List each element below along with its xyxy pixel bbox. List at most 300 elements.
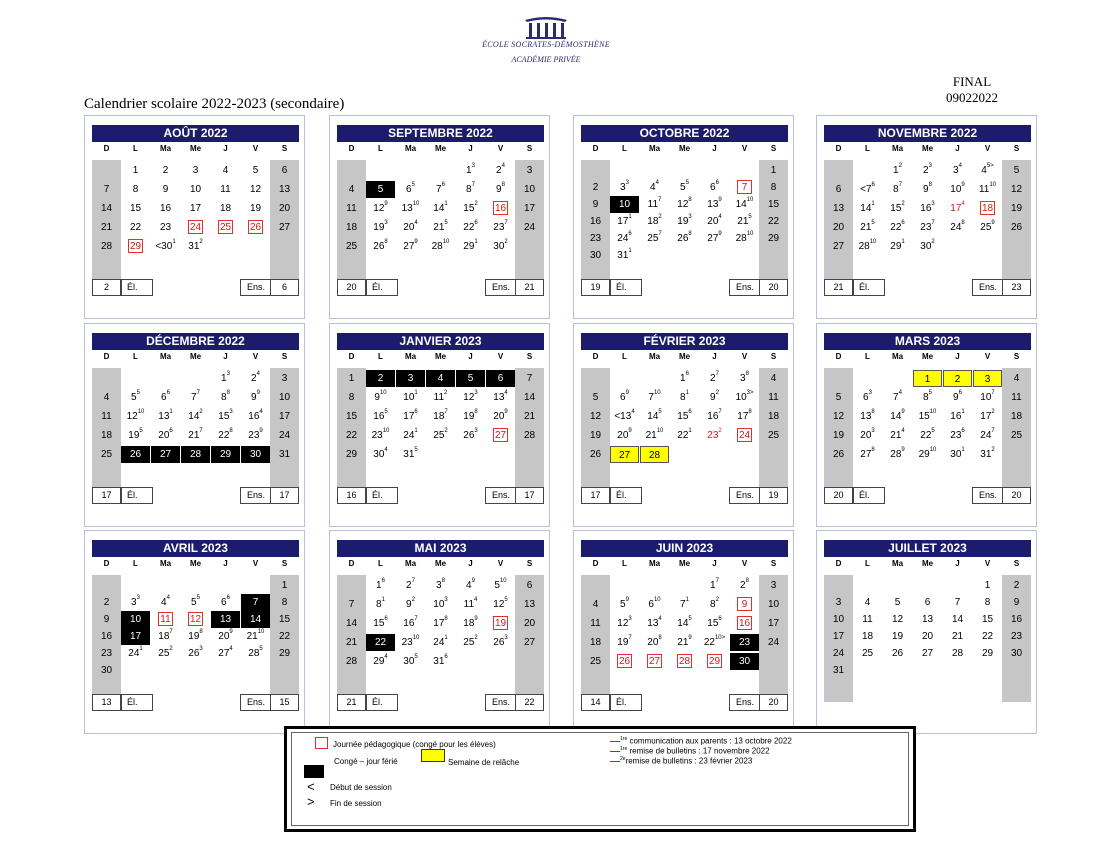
day-cell [853, 611, 882, 628]
day-cell [181, 370, 210, 387]
cycle-day-number: 6 [961, 428, 965, 434]
day-number: 21 [677, 637, 689, 648]
day-number: 23 [100, 648, 113, 659]
weekday-label: V [497, 559, 504, 568]
day-number: 1 [376, 580, 382, 591]
day-cell [241, 446, 270, 463]
day-cell [92, 162, 121, 179]
day-cell [456, 219, 485, 236]
day-cell [366, 200, 395, 217]
day-number: 14 [647, 411, 659, 422]
day-number: 15 [373, 618, 385, 629]
day-number: 20 [617, 430, 629, 441]
cycle-day-number: 5 [384, 409, 388, 415]
day-cell [515, 596, 544, 613]
day-cell [337, 408, 366, 425]
day-number: 16 [589, 216, 602, 227]
day-cell [486, 219, 515, 236]
day-cell [670, 596, 699, 613]
weekday-label: V [252, 144, 259, 153]
day-cell [759, 427, 788, 444]
day-number: 15 [677, 411, 689, 422]
day-cell [151, 200, 180, 217]
day-number: 4 [650, 182, 656, 193]
day-cell [426, 200, 455, 217]
day-cell [581, 427, 610, 444]
day-cell [853, 238, 882, 255]
day-number: 13 [278, 184, 291, 195]
sunday-count: 16 [337, 487, 366, 504]
day-cell [730, 230, 759, 247]
teachers-days-label: Ens. [729, 279, 761, 296]
day-cell [396, 181, 425, 198]
day-cell [515, 427, 544, 444]
day-number: 22 [767, 216, 780, 227]
day-cell [973, 219, 1002, 236]
day-cell [1002, 162, 1031, 179]
day-cell [92, 408, 121, 425]
day-cell [366, 596, 395, 613]
day-cell [121, 662, 150, 679]
weekday-label: J [712, 559, 717, 568]
day-number: 6 [648, 599, 654, 610]
day-cell [486, 596, 515, 613]
weekday-label: J [223, 352, 228, 361]
day-cell [581, 389, 610, 406]
day-number: 26 [463, 430, 475, 441]
day-cell [270, 389, 299, 406]
day-number: 1 [221, 373, 227, 384]
day-cell [270, 427, 299, 444]
day-cell [121, 594, 150, 611]
day-number: 10 [129, 614, 142, 625]
day-cell [426, 634, 455, 651]
day-cell [456, 200, 485, 217]
day-cell [640, 427, 669, 444]
logo-pillars-icon [521, 14, 571, 40]
day-number: 18 [433, 411, 445, 422]
day-number: 20 [647, 637, 659, 648]
day-cell [824, 408, 853, 425]
weekday-label: D [835, 559, 842, 568]
day-number: 27 [159, 449, 172, 460]
day-cell [1002, 611, 1031, 628]
weekday-label: D [348, 352, 355, 361]
day-cell [426, 653, 455, 670]
day-number: 13 [832, 203, 845, 214]
cycle-day-number: 7 [471, 182, 475, 188]
day-cell [337, 162, 366, 179]
day-cell [396, 219, 425, 236]
day-cell [581, 213, 610, 230]
cycle-day-number: 6 [381, 578, 385, 584]
weekday-label: Me [678, 352, 691, 361]
day-cell [337, 389, 366, 406]
day-cell [241, 181, 270, 198]
day-number: 19 [249, 203, 262, 214]
day-cell [824, 594, 853, 611]
cycle-day-number: 9 [384, 201, 388, 207]
cycle-day-number: 9 [471, 578, 475, 584]
day-cell [121, 389, 150, 406]
students-days-label: Él. [610, 279, 642, 296]
day-number: 6 [526, 580, 533, 591]
day-number: 17 [617, 216, 629, 227]
day-cell [853, 389, 882, 406]
weekday-label: V [741, 559, 748, 568]
cycle-day-number: 9 [229, 629, 233, 635]
day-cell [456, 615, 485, 632]
day-cell [700, 230, 729, 247]
day-cell [426, 615, 455, 632]
day-number: 4 [103, 392, 110, 403]
weekday-header [92, 558, 299, 570]
day-cell [670, 247, 699, 264]
teachers-days-label: Ens. [972, 279, 1004, 296]
day-cell [486, 200, 515, 217]
day-cell [121, 200, 150, 217]
day-number: 23 [159, 222, 172, 233]
weekday-label: D [592, 352, 599, 361]
day-number: 18 [219, 203, 232, 214]
day-cell [92, 238, 121, 255]
cycle-day-number: 9 [901, 409, 905, 415]
day-cell [913, 577, 942, 594]
day-cell [92, 662, 121, 679]
day-number: 7 [680, 599, 686, 610]
day-number: 21 [188, 430, 200, 441]
day-cell [396, 408, 425, 425]
day-cell [824, 427, 853, 444]
cycle-day-number: 6 [688, 409, 692, 415]
day-number: 30 [950, 449, 962, 460]
day-cell [973, 594, 1002, 611]
day-number: 1 [893, 165, 899, 176]
break-week-swatch [421, 749, 445, 762]
day-number: 30 [920, 241, 932, 252]
weekday-label: V [984, 144, 991, 153]
cycle-day-number: 6 [474, 220, 478, 226]
day-cell [241, 389, 270, 406]
day-cell [211, 408, 240, 425]
weekday-label: V [984, 352, 991, 361]
day-cell [396, 162, 425, 179]
day-number: 19 [891, 631, 904, 642]
logo-text-academy: ACADÉMIE PRIVÉE [511, 55, 581, 64]
day-number: 24 [278, 430, 291, 441]
day-cell [700, 408, 729, 425]
day-cell [337, 238, 366, 255]
day-cell [121, 181, 150, 198]
cycle-day-number: 1 [961, 447, 965, 453]
day-cell [181, 427, 210, 444]
day-number: 16 [159, 203, 172, 214]
end-symbol: > [307, 794, 315, 809]
day-cell [366, 238, 395, 255]
day-number: 20 [832, 222, 845, 233]
day-cell [973, 611, 1002, 628]
day-number: 4 [437, 373, 444, 384]
day-cell [337, 577, 366, 594]
weekday-header [92, 351, 299, 363]
saturday-count: 23 [1002, 279, 1031, 296]
day-cell [610, 446, 639, 463]
day-number: 7 [348, 599, 355, 610]
day-cell [853, 181, 882, 198]
weekday-label: S [281, 144, 288, 153]
day-cell [610, 577, 639, 594]
teachers-days-label: Ens. [972, 487, 1004, 504]
cycle-day-number: 7 [658, 231, 662, 237]
day-cell [853, 427, 882, 444]
cycle-day-number: 2 [658, 214, 662, 220]
month-title: AVRIL 2023 [92, 540, 299, 557]
day-cell [211, 219, 240, 236]
day-cell [913, 446, 942, 463]
day-cell [610, 179, 639, 196]
day-cell [610, 389, 639, 406]
day-number: 7 [436, 184, 442, 195]
teachers-days-label: Ens. [485, 694, 517, 711]
day-number: 11 [768, 392, 779, 403]
day-cell [92, 219, 121, 236]
day-number: 26 [188, 648, 200, 659]
day-number: 1 [348, 373, 355, 384]
month-calendar [329, 323, 550, 527]
day-cell [241, 408, 270, 425]
weekday-label: L [622, 559, 627, 568]
day-number: 10 [735, 392, 747, 403]
cycle-day-number: 2 [715, 390, 719, 396]
day-cell [211, 200, 240, 217]
cycle-day-number: 6 [414, 409, 418, 415]
day-number: 29 [373, 656, 385, 667]
cycle-day-number: 6 [441, 182, 445, 188]
day-cell [426, 238, 455, 255]
day-cell [973, 427, 1002, 444]
day-cell [270, 219, 299, 236]
day-cell [337, 615, 366, 632]
day-number: 8 [923, 392, 929, 403]
day-cell [883, 389, 912, 406]
day-cell [486, 446, 515, 463]
sunday-count: 19 [581, 279, 610, 296]
month-title: JUILLET 2023 [824, 540, 1031, 557]
day-cell [515, 653, 544, 670]
day-number: 16 [373, 411, 385, 422]
day-cell [640, 162, 669, 179]
day-cell [700, 615, 729, 632]
day-cell [1002, 370, 1031, 387]
day-cell [151, 645, 180, 662]
cycle-day-number: 3 [868, 390, 872, 396]
cycle-day-number: 3 [199, 646, 203, 652]
cycle-day-number: 8 [871, 447, 875, 453]
day-number: 18 [463, 618, 475, 629]
day-cell [581, 596, 610, 613]
day-cell [456, 389, 485, 406]
weekday-label: Me [678, 144, 691, 153]
day-cell [366, 219, 395, 236]
cycle-day-number: 6 [901, 220, 905, 226]
weekday-label: V [252, 352, 259, 361]
day-number: 3 [740, 373, 746, 384]
day-cell [241, 200, 270, 217]
day-number: 10 [832, 614, 845, 625]
weekday-label: D [592, 144, 599, 153]
cycle-day-number: 8 [501, 182, 505, 188]
day-number: 11 [220, 184, 231, 195]
day-number: 31 [433, 656, 445, 667]
weekday-label: Ma [648, 559, 661, 568]
day-number: 6 [710, 182, 716, 193]
day-cell [853, 645, 882, 662]
day-number: 19 [373, 222, 385, 233]
day-number: 7 [893, 392, 899, 403]
day-number: 8 [710, 599, 716, 610]
day-number: 3 [620, 182, 626, 193]
cycle-day-number: 6 [715, 180, 719, 186]
day-cell [610, 634, 639, 651]
day-cell [730, 408, 759, 425]
day-number: 26 [373, 241, 385, 252]
cycle-day-number: 8 [229, 428, 233, 434]
day-number: 21 [246, 631, 258, 642]
day-number: 18 [647, 216, 659, 227]
day-number: 23 [738, 637, 751, 648]
cycle-day-number: 3 [471, 163, 475, 169]
day-cell [853, 594, 882, 611]
cycle-day-number: 2 [411, 597, 415, 603]
month-calendar [816, 323, 1037, 527]
day-number: 5 [680, 182, 686, 193]
weekday-label: L [133, 352, 138, 361]
teachers-days-label: Ens. [729, 487, 761, 504]
day-number: 22 [278, 631, 291, 642]
day-number: 22 [920, 430, 932, 441]
cycle-day-number: 5 [928, 390, 932, 396]
day-cell [759, 179, 788, 196]
day-number: 19 [1010, 203, 1023, 214]
day-number: 2 [1013, 580, 1020, 591]
day-number: 19 [589, 430, 602, 441]
month-calendar [573, 115, 794, 319]
day-cell [1002, 594, 1031, 611]
cycle-day-number: 7 [991, 428, 995, 434]
day-cell [943, 389, 972, 406]
day-number: 25 [433, 430, 445, 441]
day-cell [610, 213, 639, 230]
day-number: 18 [100, 430, 113, 441]
cycle-day-number: 10 [653, 390, 661, 396]
day-cell [973, 181, 1002, 198]
day-cell [121, 238, 150, 255]
day-number: 5 [377, 184, 384, 195]
day-number: 2 [406, 580, 412, 591]
day-number: 15 [218, 411, 230, 422]
cycle-day-number: 7 [196, 390, 200, 396]
day-number: 11 [1011, 392, 1022, 403]
day-number: 24 [403, 430, 415, 441]
weekday-label: Ma [404, 559, 417, 568]
day-cell [973, 662, 1002, 679]
cycle-day-number: 5 [685, 180, 689, 186]
cycle-day-number: 8 [928, 182, 932, 188]
day-cell [913, 389, 942, 406]
day-number: 23 [589, 233, 602, 244]
day-cell [396, 200, 425, 217]
day-cell [640, 230, 669, 247]
day-cell [151, 181, 180, 198]
day-number: 21 [345, 637, 358, 648]
cycle-day-number: 3 [226, 371, 230, 377]
day-cell [456, 446, 485, 463]
day-number: 31 [403, 449, 415, 460]
day-cell [241, 628, 270, 645]
cycle-day-number: 9 [504, 409, 508, 415]
cycle-day-number: 8 [745, 371, 749, 377]
day-cell [670, 213, 699, 230]
day-cell [366, 446, 395, 463]
day-number: 10 [950, 184, 962, 195]
day-cell [700, 634, 729, 651]
day-number: 1 [132, 165, 139, 176]
day-cell [486, 162, 515, 179]
cycle-day-number: 9 [259, 428, 263, 434]
day-number: 2 [592, 182, 599, 193]
day-number: 28 [890, 449, 902, 460]
students-days-label: Él. [121, 279, 153, 296]
day-number: 21 [890, 430, 902, 441]
cycle-day-number: 7 [991, 390, 995, 396]
cycle-day-number: 10 [257, 629, 265, 635]
day-cell [824, 219, 853, 236]
day-cell [211, 162, 240, 179]
day-cell [515, 200, 544, 217]
day-number: 18 [345, 222, 358, 233]
day-cell [759, 653, 788, 670]
cycle-day-number: 6 [166, 390, 170, 396]
day-number: 3 [281, 373, 288, 384]
day-cell [943, 427, 972, 444]
day-cell [270, 370, 299, 387]
cycle-day-number: 9 [961, 182, 965, 188]
day-cell [824, 181, 853, 198]
day-cell [426, 408, 455, 425]
weekday-label: D [592, 559, 599, 568]
day-cell [581, 162, 610, 179]
day-number: 14 [433, 203, 445, 214]
day-cell [670, 230, 699, 247]
day-number: 2 [923, 165, 929, 176]
students-days-label: Él. [610, 487, 642, 504]
cycle-day-number: 10 [929, 447, 937, 453]
day-number: 6 [497, 373, 504, 384]
day-cell [943, 370, 972, 387]
day-number: 3 [192, 165, 199, 176]
sunday-count: 21 [337, 694, 366, 711]
day-number: 2 [496, 165, 502, 176]
cycle-day-number: 8 [226, 390, 230, 396]
month-title: NOVEMBRE 2022 [824, 125, 1031, 142]
cycle-day-number: 5> [986, 163, 994, 169]
day-cell [824, 238, 853, 255]
day-number: 19 [188, 631, 200, 642]
day-cell [181, 628, 210, 645]
weekday-header [824, 143, 1031, 155]
day-number: 6 [620, 392, 626, 403]
weekday-label: J [955, 144, 960, 153]
